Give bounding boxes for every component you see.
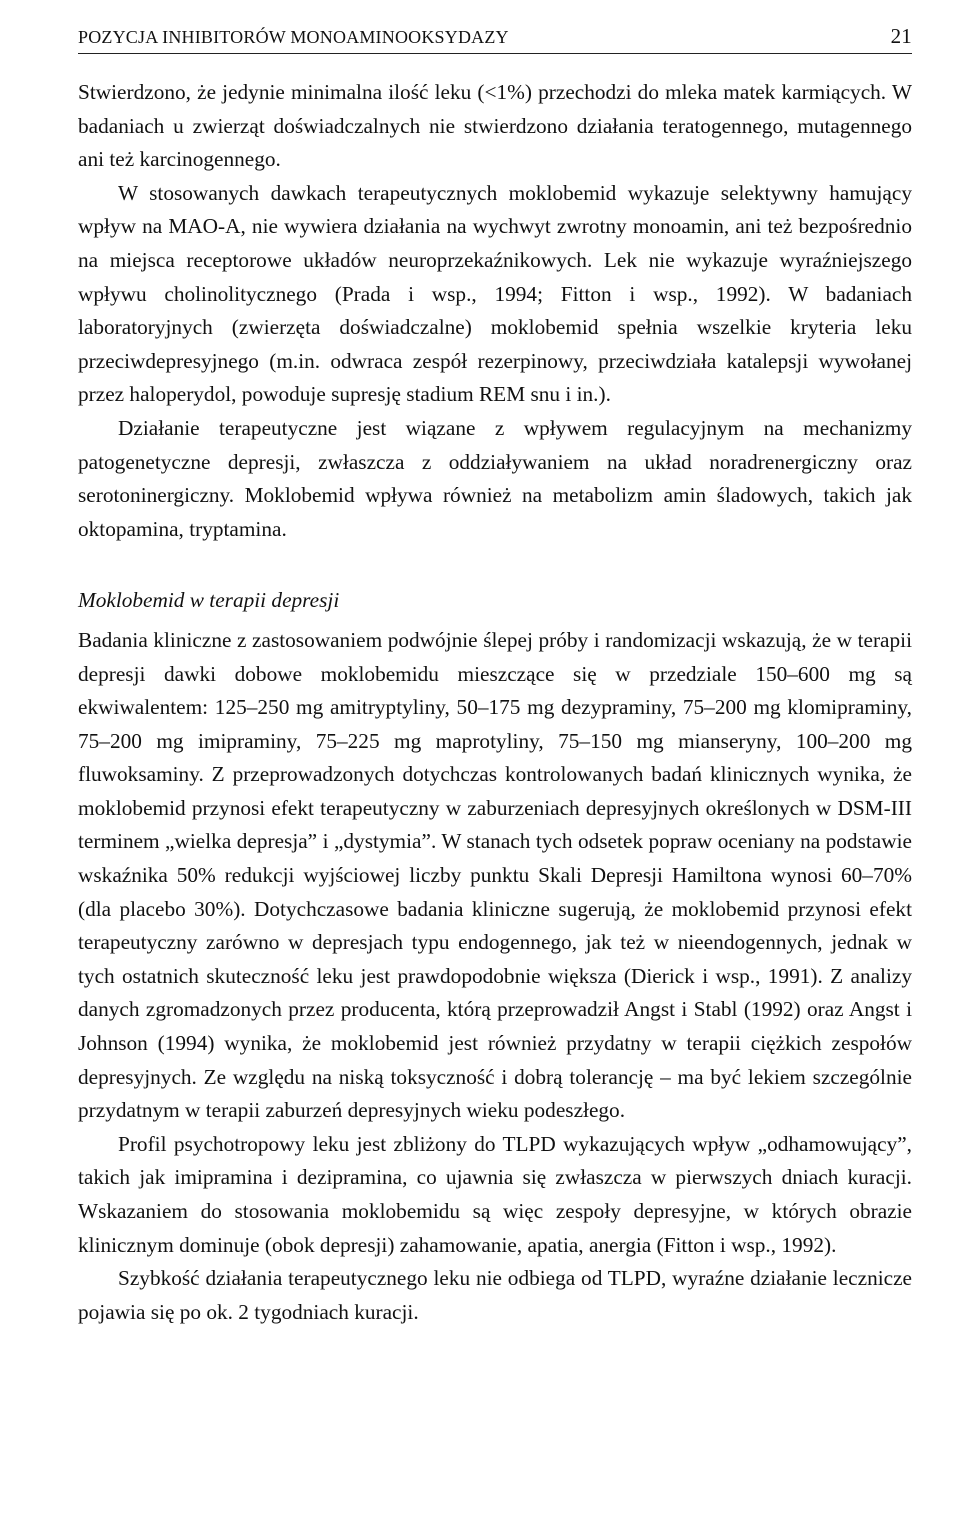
running-header <box>78 24 912 54</box>
running-header-title: POZYCJA INHIBITORÓW MONOAMINOOKSYDAZY <box>78 27 509 47</box>
paragraph-szybkosc-dzialania: Szybkość działania terapeutycznego leku nie odbiega od TLPD, wyraźne działanie lecznicze pojawia się po ok. 2 tygodniach kuracji. <box>78 1266 912 1324</box>
body-text <box>78 76 912 1329</box>
paragraph-mleko: Stwierdzono, że jedynie minimalna ilość leku (<1%) przechodzi do mleka matek karmiących. W badaniach u zwierząt doświadczalnych nie stwierdzono działania teratogennego, mutagennego ani też karcinogennego. <box>78 80 912 172</box>
paragraph-dzialanie: Działanie terapeutyczne jest wiązane z wpływem regulacyjnym na mechanizmy patogenetyczne depresji, zwłaszcza z oddziaływaniem na układ noradrenergiczny oraz serotoninergiczny. Moklobemid wpływa również na metabolizm amin śladowych, takich jak oktopamina, tryptamina. <box>78 415 912 541</box>
paragraph-profil-psychotropowy: Profil psychotropowy leku jest zbliżony do TLPD wykazujących wpływ „odhamowujący”, takich jak imipramina i dezipramina, co ujawnia się zwłaszcza w pierwszych dniach kuracji. Wskazaniem do stosowania moklobemidu są więc zespoły depresyjne, w których obrazie klinicznym dominuje (obok depresji) zahamowanie, apatia, anergia (Fitton i wsp., 1992). <box>78 1131 912 1257</box>
page-number: 21 <box>890 24 912 48</box>
section-heading: Moklobemid w terapii depresji <box>78 588 340 613</box>
paragraph-mao-a: W stosowanych dawkach terapeutycznych moklobemid wykazuje selektywny hamujący wpływ na MAO-A, nie wywiera działania na wychwyt zwrotny monoamin, ani też bezpośrednio na miejsca receptorowe układów neuroprzekaźnikowych. Lek nie wykazuje wyraźniejszego wpływu cholinolitycznego (Prada i wsp., 1994; Fitton i wsp., 1992). W badaniach laboratoryjnych (zwierzęta doświadczalne) moklobemid spełnia wszelkie kryteria leku przeciwdepresyjnego (m.in. odwraca zespół rezerpinowy, przeciwdziała katalepsji wywołanej przez haloperydol, powoduje supresję stadium REM snu i in.). <box>78 180 912 407</box>
document-page <box>78 24 912 1329</box>
paragraph-badania-kliniczne: Badania kliniczne z zastosowaniem podwójnie ślepej próby i randomizacji wskazują, że w terapii depresji dawki dobowe moklobemidu mieszczące się w przedziale 150–600 mg są ekwiwalentem: 125–250 mg amitryptyliny, 50–175 mg dezypraminy, 75–200 mg klomipraminy, 75–200 mg imipraminy, 75–225 mg maprotyliny, 75–150 mg mianseryny, 100–200 mg fluwoksaminy. Z przeprowadzonych dotychczas kontrolowanych badań klinicznych wynika, że moklobemid przynosi efekt terapeutyczny w zaburzeniach depresyjnych określonych w DSM-III terminem „wielka depresja” i „dystymia”. W stanach tych odsetek popraw oceniany na podstawie wskaźnika 50% redukcji wyjściowej liczby punktu Skali Depresji Hamiltona wynosi 60–70% (dla placebo 30%). Dotychczasowe badania kliniczne sugerują, że moklobemid przynosi efekt terapeutyczny zarówno w depresjach typu endogennego, jak też w nieendogennych, jednak w tych ostatnich skuteczność leku jest prawdopodobnie większa (Dierick i wsp., 1991). Z analizy danych zgromadzonych przez producenta, którą przeprowadził Angst i Stabl (1992) oraz Angst i Johnson (1994) wynika, że moklobemid jest również przydatny w terapii ciężkich zespołów depresyjnych. Ze względu na niską toksyczność i dobrą tolerancję – ma być lekiem szczególnie przydatnym w terapii zaburzeń depresyjnych wieku podeszłego. <box>78 627 912 1123</box>
